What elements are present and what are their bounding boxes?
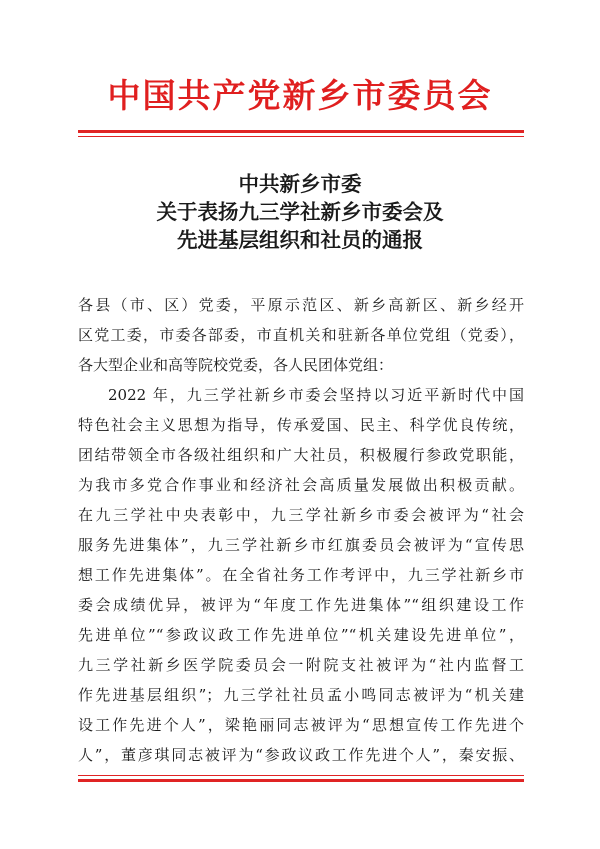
title-line-1: 中共新乡市委 [238,172,362,196]
header-rule-thick [78,130,524,133]
document-body [78,290,524,770]
body-line: 服务先进集体”，九三学社新乡市红旗委员会被评为“宣传思 [78,536,524,554]
body-line: 在九三学社中央表彰中，九三学社新乡市委会被评为“社会 [78,506,524,524]
body-line: 委会成绩优异，被评为“年度工作先进集体”“组织建设工作 [78,596,524,614]
red-header-org-name: 中国共产党新乡市委员会 [107,76,493,115]
body-line: 设工作先进个人”，梁艳丽同志被评为“思想宣传工作先进个 [78,716,524,734]
body-line: 先进单位”“参政议政工作先进单位”“机关建设先进单位”， [78,626,524,644]
body-line-addressee-1: 各县（市、区）党委，平原示范区、新乡高新区、新乡经开 [78,296,524,314]
body-line-addressee-2: 区党工委，市委各部委，市直机关和驻新各单位党组（党委）， [78,326,524,344]
title-line-2: 关于表扬九三学社新乡市委会及 [156,200,444,224]
body-line: 特色社会主义思想为指导，传承爱国、民主、科学优良传统， [78,416,524,434]
body-line-paragraph-start: 2022 年，九三学社新乡市委会坚持以习近平新时代中国 [108,386,524,404]
body-line: 作先进基层组织”；九三学社社员孟小鸣同志被评为“机关建 [78,686,524,704]
header-rule-thin [78,136,524,137]
body-line: 人”，董彦琪同志被评为“参政议政工作先进个人”，秦安振、 [78,746,524,764]
body-line: 为我市多党合作事业和经济社会高质量发展做出积极贡献。 [78,476,524,494]
body-line-addressee-3: 各大型企业和高等院校党委，各人民团体党组： [78,356,394,374]
body-line: 九三学社新乡医学院委员会一附院支社被评为“社内监督工 [78,656,524,674]
body-line: 团结带领全市各级社组织和广大社员，积极履行参政党职能， [78,446,524,464]
title-line-3: 先进基层组织和社员的通报 [177,228,423,252]
footer-rule-thick [78,779,524,782]
document-title [0,170,600,254]
body-line: 想工作先进集体”。在全省社务工作考评中，九三学社新乡市 [78,566,524,584]
footer-rule-thin [78,775,524,776]
